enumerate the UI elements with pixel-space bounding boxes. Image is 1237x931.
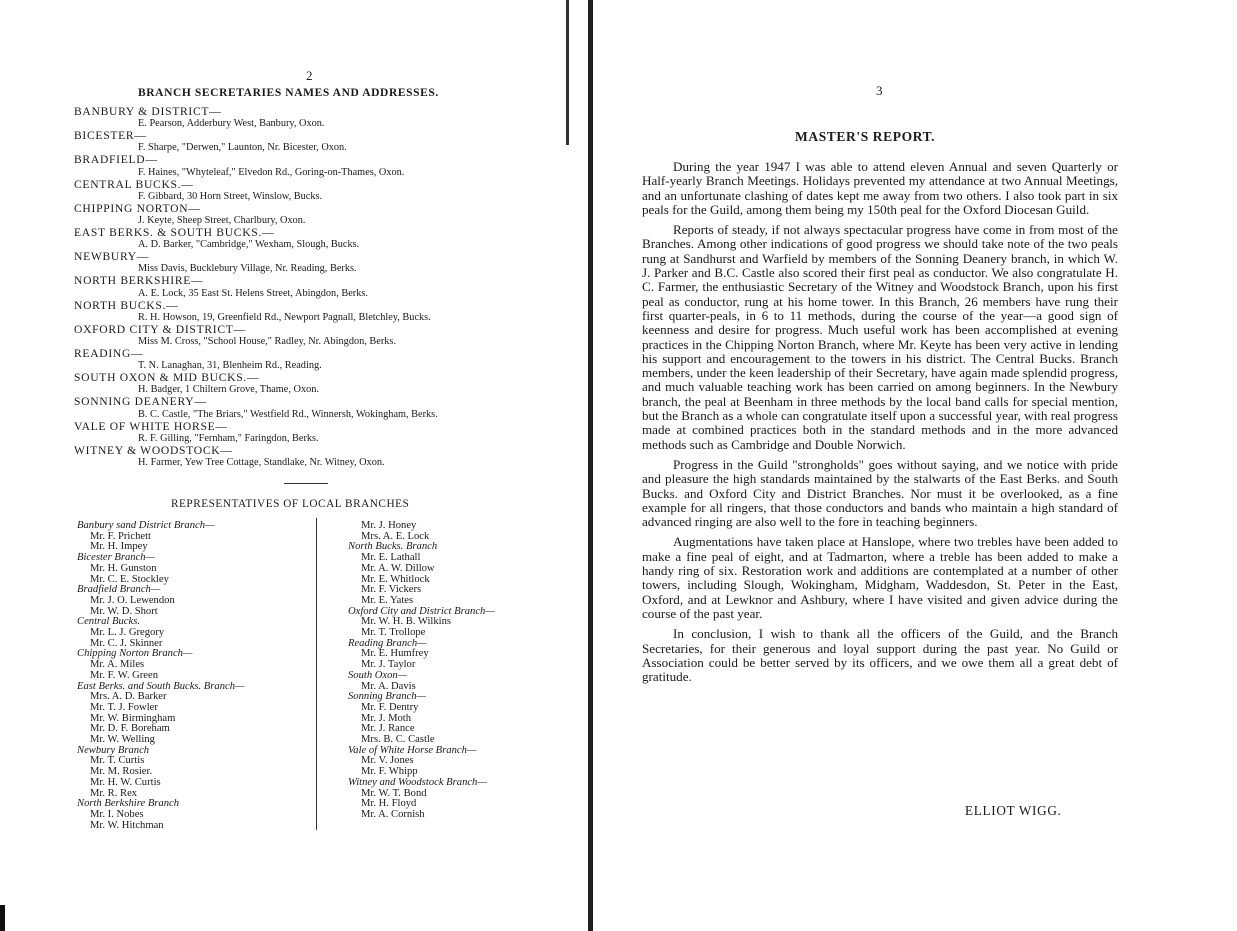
report-paragraph: Augmentations have taken place at Hanslope, where two trebles have been added to make a fine peal of eight, and at Tadmarton, where a treble has been added to make a handy ring of six. Restoration work and additions are contemplated at a number of other towers, including Slough, Wokingham, Midgham, Waddesdon, St. Peter in the East, Oxford, and at Lewknor and Ashbury, where I have visited and given advice during the course of the past year. bbox=[642, 534, 1118, 621]
representatives-heading: REPRESENTATIVES OF LOCAL BRANCHES bbox=[171, 498, 410, 510]
rep-branch-heading: South Oxon— bbox=[348, 669, 408, 681]
secretary-entry bbox=[74, 227, 574, 251]
rep-name: Mr. E. Humfrey bbox=[361, 648, 429, 660]
report-paragraph: Progress in the Guild "strongholds" goes without saying, and we notice with pride and pleasure the high standards maintained by the stalwarts of the East Berks. and South Bucks. and Oxford City and District Branches. Nor must it be overlooked, as a fine example for all ringers, that those conductors and bands who maintain a high standard of advanced ringing are also well to the fore in teaching beginners. bbox=[642, 456, 1118, 530]
signature: ELLIOT WIGG. bbox=[965, 803, 1062, 818]
secretaries-list bbox=[74, 106, 574, 469]
branch-name: NORTH BERKSHIRE— bbox=[74, 274, 204, 288]
rep-name: Mr. T. Curtis bbox=[90, 755, 145, 767]
branch-name: NEWBURY— bbox=[74, 250, 150, 264]
secretary-address: H. Badger, 1 Chiltern Grove, Thame, Oxon. bbox=[138, 384, 319, 396]
secretary-address: F. Haines, "Whyteleaf," Elvedon Rd., Goring-on-Thames, Oxon. bbox=[138, 166, 405, 178]
rep-name: Mr. W. Birmingham bbox=[90, 712, 176, 724]
branch-name: WITNEY & WOODSTOCK— bbox=[74, 443, 233, 457]
rep-branch-heading: North Berkshire Branch bbox=[77, 798, 180, 810]
section-divider bbox=[284, 483, 328, 484]
secretary-entry bbox=[74, 251, 574, 275]
secretary-address: A. E. Lock, 35 East St. Helens Street, Abingdon, Berks. bbox=[138, 287, 368, 299]
page-number-left: 2 bbox=[306, 68, 313, 83]
rep-branch-heading: Oxford City and District Branch— bbox=[348, 605, 495, 617]
rep-name: Mrs. A. D. Barker bbox=[90, 691, 167, 703]
left-page bbox=[0, 0, 590, 931]
rep-name: Mr. T. J. Fowler bbox=[90, 701, 158, 713]
secretary-address: Miss Davis, Bucklebury Village, Nr. Reading, Berks. bbox=[138, 263, 357, 275]
secretary-entry bbox=[74, 421, 574, 445]
report-paragraph: During the year 1947 I was able to attend eleven Annual and seven Quarterly or Half-yearly Branch Meetings. Holidays prevented my attendance at two Annual Meetings, and an unfortunate clashing of dates kept me away from two others. I also took part in six peals for the Guild, among them being my 150th peal for the Oxford Diocesan Guild. bbox=[642, 159, 1118, 217]
rep-branch-heading: Central Bucks. bbox=[77, 616, 140, 628]
rep-name: Mrs. A. E. Lock bbox=[361, 530, 430, 542]
branch-name: CENTRAL BUCKS.— bbox=[74, 177, 194, 191]
rep-name: Mr. F. Prichett bbox=[90, 530, 151, 542]
branch-name: NORTH BUCKS.— bbox=[74, 298, 179, 312]
rep-name: Mr. W. D. Short bbox=[90, 605, 158, 617]
report-body bbox=[642, 160, 1118, 690]
branch-name: BANBURY & DISTRICT— bbox=[74, 105, 222, 118]
secretaries-heading: BRANCH SECRETARIES NAMES AND ADDRESSES. bbox=[138, 87, 439, 99]
rep-branch-heading: Newbury Branch bbox=[77, 744, 150, 756]
secretary-address: R. H. Howson, 19, Greenfield Rd., Newport Pagnall, Bletchley, Bucks. bbox=[138, 311, 431, 323]
rep-name: Mr. A. Davis bbox=[361, 680, 416, 692]
column-divider bbox=[316, 518, 317, 830]
secretary-address: Miss M. Cross, "School House," Radley, Nr. Abingdon, Berks. bbox=[138, 336, 397, 348]
branch-name: SOUTH OXON & MID BUCKS.— bbox=[74, 371, 260, 385]
rep-name: Mr. R. Rex bbox=[90, 787, 138, 799]
branch-name: EAST BERKS. & SOUTH BUCKS.— bbox=[74, 226, 275, 240]
secretary-entry bbox=[74, 106, 574, 130]
rep-name: Mr. E. Yates bbox=[361, 594, 414, 606]
secretary-entry bbox=[74, 300, 574, 324]
secretary-entry bbox=[74, 130, 574, 154]
rep-branch-heading: East Berks. and South Bucks. Branch— bbox=[77, 680, 245, 692]
rep-name: Mr. H. Floyd bbox=[361, 798, 417, 810]
rep-name: Mr. F. W. Green bbox=[90, 669, 159, 681]
rep-name: Mr. I. Nobes bbox=[90, 808, 144, 820]
rep-name: Mr. L. J. Gregory bbox=[90, 627, 165, 639]
rep-name: Mr. C. J. Skinner bbox=[90, 637, 163, 649]
report-title: MASTER'S REPORT. bbox=[795, 129, 936, 144]
secretary-address: B. C. Castle, "The Briars," Westfield Rd., Winnersh, Wokingham, Berks. bbox=[138, 408, 438, 420]
rep-branch-heading: Reading Branch— bbox=[348, 637, 427, 649]
rep-name: Mr. F. Vickers bbox=[361, 584, 422, 596]
rep-branch-heading: Chipping Norton Branch— bbox=[77, 648, 193, 660]
report-paragraph: Reports of steady, if not always spectacular progress have come in from most of the Branches. Among other indications of good progress we should take note of the two peals rung at Sandhurst and Warfield by members of the Sonning Deanery branch, in which W. J. Parker and B.C. Castle also scored their first peal as conductor. We also congratulate H. C. Farmer, the enthusiastic Secretary of the Witney and Woodstock Branch, upon his first peal as conductor, rung at his home tower. In this Branch, 26 members have rung their first quarter-peals, in 6 to 11 methods, during the course of the year—a good sign of keenness and desire for progress. Much useful work has been accomplished at evening practices in the Chipping Norton Branch, where Mr. Keyte has been very active in lending his support and encouragement to the towers in his district. The Central Bucks. Branch members, under the keen leadership of their Secretary, have again made splendid progress, and much valuable teaching work has been carried on among beginners. In the Newbury branch, the peal at Beenham in three methods by the local band calls for special mention, but the Branch as a whole can congratulate itself upon a successful year, with real progress made at combined practices both in the standard methods and in the more advanced methods such as Cambridge and Double Norwich. bbox=[642, 222, 1118, 452]
branch-name: CHIPPING NORTON— bbox=[74, 201, 201, 215]
rep-name: Mr. C. E. Stockley bbox=[90, 573, 169, 585]
rep-name: Mr. J. Taylor bbox=[361, 659, 416, 671]
secretary-address: A. D. Barker, "Cambridge," Wexham, Slough, Bucks. bbox=[138, 239, 360, 251]
rep-name: Mr. M. Rosier. bbox=[90, 766, 153, 778]
rep-name: Mr. J. Moth bbox=[361, 712, 412, 724]
secretary-entry bbox=[74, 396, 574, 420]
rep-name: Mr. F. Whipp bbox=[361, 766, 418, 778]
rep-name: Mr. W. Welling bbox=[90, 734, 155, 746]
rep-name: Mr. J. O. Lewendon bbox=[90, 594, 175, 606]
rep-branch-heading: Witney and Woodstock Branch— bbox=[348, 776, 487, 788]
page-number-right: 3 bbox=[876, 83, 883, 98]
secretary-entry bbox=[74, 324, 574, 348]
branch-name: BICESTER— bbox=[74, 129, 147, 143]
secretary-entry bbox=[74, 203, 574, 227]
rep-name: Mr. J. Honey bbox=[361, 520, 417, 531]
rep-name: Mr. E. Whitlock bbox=[361, 573, 430, 585]
rep-name: Mr. H. Gunston bbox=[90, 562, 157, 574]
rep-branch-heading: Vale of White Horse Branch— bbox=[348, 744, 477, 756]
secretary-address: E. Pearson, Adderbury West, Banbury, Oxon. bbox=[138, 118, 325, 130]
rep-name: Mr. E. Lathall bbox=[361, 552, 421, 564]
rep-branch-heading: Bicester Branch— bbox=[77, 552, 155, 564]
secretary-address: H. Farmer, Yew Tree Cottage, Standlake, Nr. Witney, Oxon. bbox=[138, 457, 385, 469]
rep-name: Mrs. B. C. Castle bbox=[361, 734, 435, 746]
rep-name: Mr. H. W. Curtis bbox=[90, 776, 161, 788]
secretary-address: F. Sharpe, "Derwen," Launton, Nr. Bicester, Oxon. bbox=[138, 142, 347, 154]
secretary-address: T. N. Lanaghan, 31, Blenheim Rd., Reading. bbox=[138, 360, 322, 372]
branch-name: BRADFIELD— bbox=[74, 153, 158, 167]
representatives-column-1 bbox=[77, 521, 327, 831]
rep-name: Mr. A. Cornish bbox=[361, 808, 425, 820]
secretary-entry bbox=[74, 179, 574, 203]
branch-name: OXFORD CITY & DISTRICT— bbox=[74, 322, 246, 336]
secretary-entry bbox=[74, 275, 574, 299]
branch-name: VALE OF WHITE HORSE— bbox=[74, 419, 228, 433]
representatives-column-2 bbox=[348, 521, 598, 821]
rep-name: Mr. H. Impey bbox=[90, 541, 148, 553]
rep-name: Mr. W. T. Bond bbox=[361, 787, 427, 799]
rep-name: Mr. V. Jones bbox=[361, 755, 414, 767]
report-paragraph: In conclusion, I wish to thank all the officers of the Guild, and the Branch Secretaries, for their generous and loyal support during the past year. No Guild or Association could be better served by its officers, and we owe them all a great debt of gratitude. bbox=[642, 626, 1118, 685]
rep-name: Mr. D. F. Boreham bbox=[90, 723, 170, 735]
secretary-address: R. F. Gilling, "Fernham," Faringdon, Berks. bbox=[138, 432, 319, 444]
rep-name: Mr. F. Dentry bbox=[361, 701, 419, 713]
rep-name: Mr. W. H. B. Wilkins bbox=[361, 616, 452, 628]
rep-branch-heading: Bradfield Branch— bbox=[77, 584, 161, 596]
secretary-entry bbox=[74, 348, 574, 372]
secretary-address: J. Keyte, Sheep Street, Charlbury, Oxon. bbox=[138, 215, 306, 227]
rep-name: Mr. T. Trollope bbox=[361, 627, 426, 639]
rep-branch-heading: North Bucks. Branch bbox=[348, 541, 438, 553]
rep-branch-heading: Sonning Branch— bbox=[348, 691, 426, 703]
branch-name: READING— bbox=[74, 347, 144, 361]
rep-branch-heading: Banbury sand District Branch— bbox=[77, 520, 215, 531]
rep-name: Mr. J. Rance bbox=[361, 723, 415, 735]
rep-name: Mr. A. Miles bbox=[90, 659, 145, 671]
rep-name: Mr. W. Hitchman bbox=[90, 819, 164, 831]
branch-name: SONNING DEANERY— bbox=[74, 395, 207, 409]
secretary-entry bbox=[74, 372, 574, 396]
rep-name: Mr. A. W. Dillow bbox=[361, 562, 435, 574]
secretary-entry bbox=[74, 445, 574, 469]
secretary-address: F. Gibbard, 30 Horn Street, Winslow, Bucks. bbox=[138, 190, 323, 202]
secretary-entry bbox=[74, 154, 574, 178]
